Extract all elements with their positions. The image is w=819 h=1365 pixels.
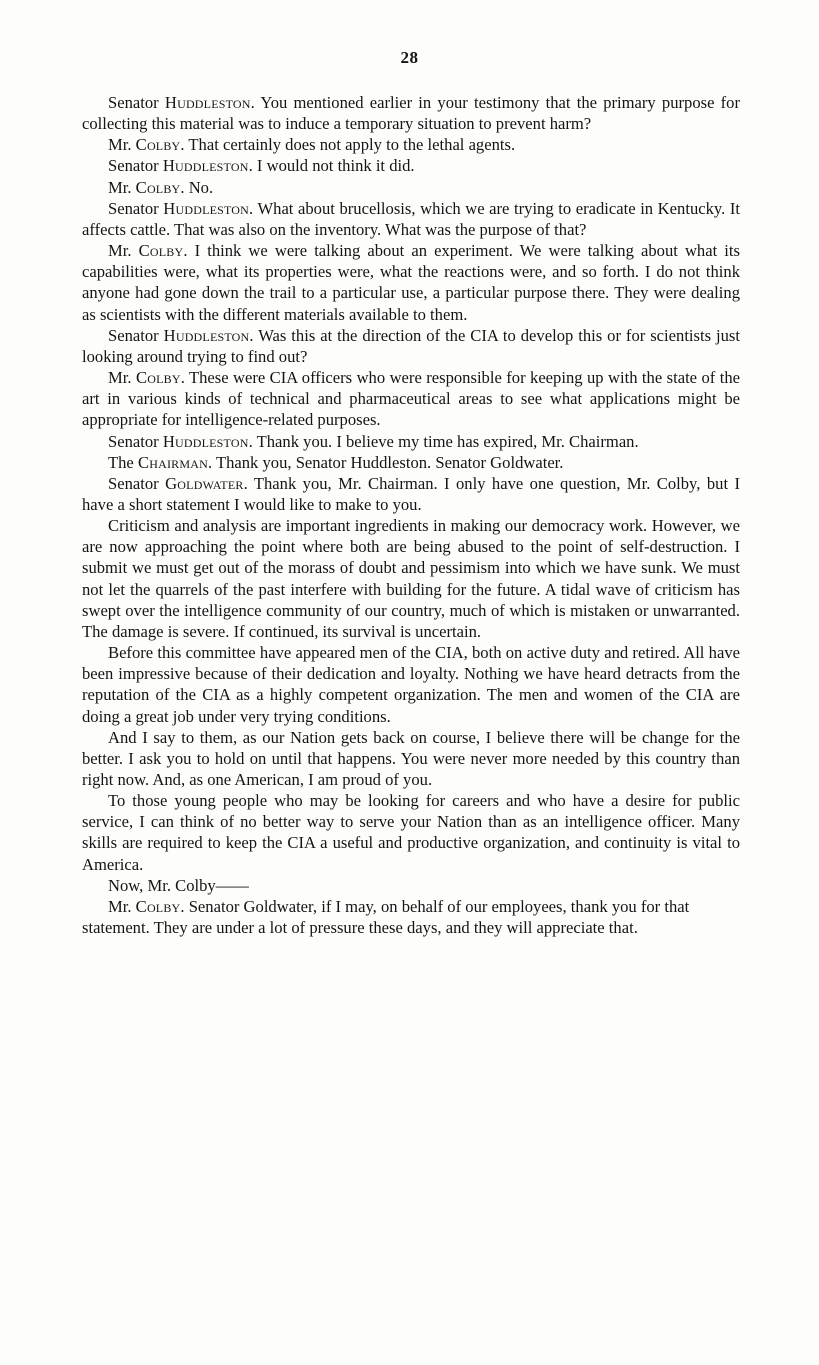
page-number: 28 <box>400 48 419 67</box>
paragraph: Senator Huddleston. What about brucellosis, which we are trying to eradicate in Kentucky. It affects cattle. That was also on the inventory. What was the purpose of that? <box>82 198 740 239</box>
paragraph: To those young people who may be looking for careers and who have a desire for public service, I can think of no better way to serve your Nation than as an intelligence officer. Many skills are required to keep the CIA a useful and productive organization, and continuity is vital to America. <box>82 791 740 874</box>
paragraph: Before this committee have appeared men of the CIA, both on active duty and retired. All have been impressive because of their dedication and loyalty. Nothing we have heard detracts from the reputation of the CIA as a highly competent organization. The men and women of the CIA are doing a great job under very trying conditions. <box>82 643 740 726</box>
paragraph: Senator Huddleston. I would not think it did. <box>108 156 415 176</box>
transcript-body <box>82 92 740 938</box>
paragraph: Senator Huddleston. Was this at the direction of the CIA to develop this or for scientists just looking around trying to find out? <box>82 325 740 366</box>
paragraph: Senator Huddleston. You mentioned earlier in your testimony that the primary purpose for collecting this material was to induce a temporary situation to prevent harm? <box>82 93 740 134</box>
paragraph: Mr. Colby. I think we were talking about an experiment. We were talking about what its capabilities were, what its properties were, what the reactions were, and so forth. I do not think anyone had gone down the trail to a particular use, a particular purpose there. They were dealing as scientists with the different materials available to them. <box>82 241 740 324</box>
paragraph: Mr. Colby. That certainly does not apply to the lethal agents. <box>108 135 516 155</box>
paragraph: Mr. Colby. These were CIA officers who were responsible for keeping up with the state of the art in various kinds of technical and pharmaceutical areas to see what applications might be appropriate for intelligence-related purposes. <box>82 368 740 430</box>
paragraph: Criticism and analysis are important ingredients in making our democracy work. However, we are now approaching the point where both are being abused to the point of self-destruction. I submit we must get out of the morass of doubt and pessimism into which we have sunk. We must not let the quarrels of the past interfere with building for the future. A tidal wave of criticism has swept over the intelligence community of our country, much of which is mistaken or unwarranted. The damage is severe. If continued, its survival is uncertain. <box>82 516 740 641</box>
paragraph: The Chairman. Thank you, Senator Huddleston. Senator Goldwater. <box>108 452 564 472</box>
paragraph: Mr. Colby. No. <box>108 177 214 197</box>
paragraph: Senator Goldwater. Thank you, Mr. Chairman. I only have one question, Mr. Colby, but I have a short statement I would like to make to you. <box>82 473 740 514</box>
paragraph: Mr. Colby. Senator Goldwater, if I may, on behalf of our employees, thank you for that statement. They are under a lot of pressure these days, and they will appreciate that. <box>82 896 690 938</box>
paragraph: And I say to them, as our Nation gets back on course, I believe there will be change for the better. I ask you to hold on until that happens. You were never more needed by this country than right now. And, as one American, I am proud of you. <box>82 727 740 789</box>
paragraph: Now, Mr. Colby—— <box>108 875 249 895</box>
paragraph: Senator Huddleston. Thank you. I believe my time has expired, Mr. Chairman. <box>108 431 639 451</box>
